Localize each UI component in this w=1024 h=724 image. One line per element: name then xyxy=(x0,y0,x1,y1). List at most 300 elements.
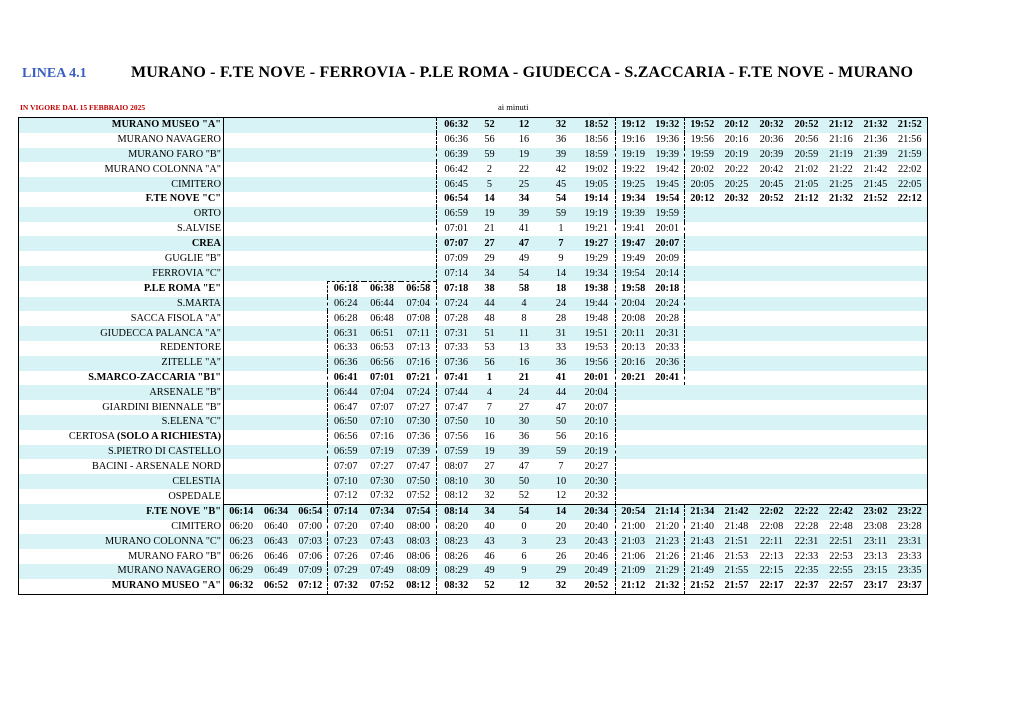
departure-time: 20:22 xyxy=(720,162,754,177)
table-row xyxy=(19,579,928,594)
stop-label: S.MARTA xyxy=(176,297,221,309)
departure-time: 54 xyxy=(504,504,545,519)
departure-time: 20:02 xyxy=(685,162,720,177)
departure-time: 08:06 xyxy=(401,549,437,564)
stop-name xyxy=(19,297,224,312)
departure-time xyxy=(294,281,328,296)
departure-time xyxy=(824,474,859,489)
departure-time: 22:55 xyxy=(824,564,859,579)
departure-time: 06:59 xyxy=(437,207,476,222)
stop-name xyxy=(19,207,224,222)
departure-time xyxy=(685,236,720,251)
departure-time: 06:32 xyxy=(224,579,259,594)
stop-label: ARSENALE "B" xyxy=(149,386,221,398)
departure-time: 23:28 xyxy=(893,520,928,535)
departure-time xyxy=(294,236,328,251)
stop-label: CREA xyxy=(191,237,221,249)
departure-time: 20:56 xyxy=(790,133,824,148)
departure-time: 56 xyxy=(476,356,504,371)
departure-time xyxy=(259,474,294,489)
departure-time xyxy=(754,356,790,371)
departure-time xyxy=(824,400,859,415)
departure-time: 06:20 xyxy=(224,520,259,535)
departure-time: 19:38 xyxy=(578,281,616,296)
departure-time xyxy=(364,192,401,207)
departure-time: 22:51 xyxy=(824,534,859,549)
departure-time xyxy=(364,162,401,177)
departure-time xyxy=(859,341,893,356)
departure-time xyxy=(294,459,328,474)
departure-time: 58 xyxy=(504,281,545,296)
departure-time: 23:11 xyxy=(859,534,893,549)
departure-time: 20:54 xyxy=(616,504,651,519)
departure-time: 21:59 xyxy=(893,148,928,163)
stop-label: REDENTORE xyxy=(159,342,221,354)
departure-time: 20:04 xyxy=(616,297,651,312)
departure-time: 06:49 xyxy=(259,564,294,579)
table-row xyxy=(19,385,928,400)
departure-time: 19:56 xyxy=(685,133,720,148)
departure-time: 49 xyxy=(504,251,545,266)
departure-time xyxy=(893,385,928,400)
table-row xyxy=(19,326,928,341)
departure-time xyxy=(893,356,928,371)
departure-time xyxy=(616,474,651,489)
departure-time: 07:07 xyxy=(437,236,476,251)
departure-time: 07:36 xyxy=(401,430,437,445)
departure-time: 19:32 xyxy=(651,118,685,133)
departure-time xyxy=(685,281,720,296)
departure-time: 20:12 xyxy=(685,192,720,207)
stop-name xyxy=(19,534,224,549)
departure-time xyxy=(685,445,720,460)
departure-time: 06:34 xyxy=(259,504,294,519)
departure-time: 2 xyxy=(476,162,504,177)
departure-time: 20:04 xyxy=(578,385,616,400)
departure-time: 28 xyxy=(545,311,578,326)
departure-time: 19 xyxy=(504,148,545,163)
departure-time xyxy=(328,251,364,266)
departure-time: 31 xyxy=(545,326,578,341)
departure-time: 20:18 xyxy=(651,281,685,296)
departure-time xyxy=(259,489,294,504)
departure-time: 54 xyxy=(545,192,578,207)
stop-name xyxy=(19,356,224,371)
departure-time xyxy=(790,341,824,356)
departure-time xyxy=(720,222,754,237)
departure-time: 24 xyxy=(504,385,545,400)
stop-name xyxy=(19,489,224,504)
departure-time xyxy=(294,297,328,312)
departure-time: 4 xyxy=(504,297,545,312)
departure-time xyxy=(259,133,294,148)
departure-time: 21:22 xyxy=(824,162,859,177)
stop-label: P.LE ROMA "E" xyxy=(143,282,221,294)
departure-time: 06:14 xyxy=(224,504,259,519)
departure-time xyxy=(859,474,893,489)
departure-time: 07:34 xyxy=(364,504,401,519)
table-row xyxy=(19,251,928,266)
departure-time: 1 xyxy=(545,222,578,237)
departure-time: 20:07 xyxy=(651,236,685,251)
departure-time: 07:44 xyxy=(437,385,476,400)
departure-time: 06:45 xyxy=(437,177,476,192)
table-row xyxy=(19,133,928,148)
departure-time xyxy=(259,192,294,207)
stop-name xyxy=(19,148,224,163)
departure-time xyxy=(720,371,754,386)
departure-time: 07:36 xyxy=(437,356,476,371)
departure-time xyxy=(754,459,790,474)
departure-time xyxy=(790,326,824,341)
departure-time: 20:08 xyxy=(616,311,651,326)
departure-time: 08:00 xyxy=(401,520,437,535)
table-row xyxy=(19,504,928,519)
stop-name xyxy=(19,341,224,356)
stop-name xyxy=(19,579,224,594)
departure-time xyxy=(224,371,259,386)
departure-time: 19:34 xyxy=(616,192,651,207)
departure-time xyxy=(401,148,437,163)
departure-time xyxy=(364,148,401,163)
departure-time: 21:56 xyxy=(893,133,928,148)
departure-time: 06:24 xyxy=(328,297,364,312)
departure-time: 21 xyxy=(476,222,504,237)
departure-time: 25 xyxy=(504,177,545,192)
departure-time: 11 xyxy=(504,326,545,341)
departure-time: 8 xyxy=(504,311,545,326)
departure-time: 06:33 xyxy=(328,341,364,356)
departure-time: 19:59 xyxy=(685,148,720,163)
departure-time: 12 xyxy=(504,118,545,133)
departure-time: 07:54 xyxy=(401,504,437,519)
departure-time xyxy=(328,133,364,148)
departure-time xyxy=(328,148,364,163)
departure-time: 30 xyxy=(476,474,504,489)
departure-time: 19:51 xyxy=(578,326,616,341)
table-row xyxy=(19,148,928,163)
departure-time xyxy=(328,162,364,177)
departure-time: 23:08 xyxy=(859,520,893,535)
departure-time xyxy=(224,474,259,489)
departure-time: 19:49 xyxy=(616,251,651,266)
departure-time xyxy=(754,489,790,504)
departure-time: 39 xyxy=(504,207,545,222)
departure-time xyxy=(754,236,790,251)
departure-time xyxy=(754,266,790,281)
departure-time: 9 xyxy=(545,251,578,266)
departure-time xyxy=(224,281,259,296)
departure-time: 32 xyxy=(476,489,504,504)
departure-time xyxy=(224,148,259,163)
departure-time xyxy=(893,474,928,489)
stop-label: MURANO FARO "B" xyxy=(128,148,221,160)
departure-time: 23:02 xyxy=(859,504,893,519)
departure-time: 4 xyxy=(476,385,504,400)
departure-time: 07:40 xyxy=(364,520,401,535)
departure-time: 20:45 xyxy=(754,177,790,192)
departure-time xyxy=(754,385,790,400)
departure-time: 19:54 xyxy=(616,266,651,281)
validity-note: IN VIGORE DAL 15 FEBBRAIO 2025 xyxy=(20,103,146,112)
departure-time: 6 xyxy=(504,549,545,564)
departure-time xyxy=(720,489,754,504)
departure-time: 19:48 xyxy=(578,311,616,326)
departure-time: 22:13 xyxy=(754,549,790,564)
departure-time: 40 xyxy=(476,520,504,535)
stop-name xyxy=(19,564,224,579)
departure-time xyxy=(824,489,859,504)
departure-time xyxy=(328,266,364,281)
departure-time: 06:26 xyxy=(224,549,259,564)
departure-time: 9 xyxy=(504,564,545,579)
departure-time: 21:42 xyxy=(859,162,893,177)
departure-time: 20:43 xyxy=(578,534,616,549)
departure-time xyxy=(893,459,928,474)
departure-time xyxy=(294,222,328,237)
departure-time xyxy=(364,133,401,148)
departure-time xyxy=(859,222,893,237)
departure-time: 44 xyxy=(476,297,504,312)
stop-name xyxy=(19,133,224,148)
departure-time: 07:41 xyxy=(437,371,476,386)
stop-label: GIARDINI BIENNALE "B" xyxy=(102,401,221,413)
departure-time: 07:47 xyxy=(401,459,437,474)
departure-time xyxy=(685,266,720,281)
departure-time: 7 xyxy=(545,236,578,251)
departure-time: 07:01 xyxy=(437,222,476,237)
departure-time: 07:20 xyxy=(328,520,364,535)
departure-time: 07:23 xyxy=(328,534,364,549)
departure-time xyxy=(824,297,859,312)
departure-time: 19:05 xyxy=(578,177,616,192)
departure-time: 21:49 xyxy=(685,564,720,579)
departure-time: 07:12 xyxy=(328,489,364,504)
departure-time xyxy=(824,415,859,430)
departure-time: 20:52 xyxy=(790,118,824,133)
departure-time: 19:21 xyxy=(578,222,616,237)
departure-time xyxy=(364,236,401,251)
departure-time xyxy=(720,400,754,415)
departure-time xyxy=(294,400,328,415)
departure-time xyxy=(824,266,859,281)
departure-time xyxy=(224,400,259,415)
departure-time xyxy=(754,415,790,430)
departure-time: 18:56 xyxy=(578,133,616,148)
departure-time: 41 xyxy=(504,222,545,237)
departure-time: 7 xyxy=(545,459,578,474)
departure-time: 20:14 xyxy=(651,266,685,281)
departure-time: 06:54 xyxy=(294,504,328,519)
departure-time: 22:08 xyxy=(754,520,790,535)
departure-time xyxy=(294,474,328,489)
departure-time: 07:11 xyxy=(401,326,437,341)
stop-label: ORTO xyxy=(193,208,221,220)
departure-time: 06:56 xyxy=(328,430,364,445)
departure-time: 07:49 xyxy=(364,564,401,579)
departure-time: 07:09 xyxy=(294,564,328,579)
departure-time: 19:19 xyxy=(578,207,616,222)
table-row xyxy=(19,222,928,237)
stop-name xyxy=(19,251,224,266)
departure-time: 59 xyxy=(545,445,578,460)
departure-time xyxy=(824,371,859,386)
departure-time: 36 xyxy=(545,133,578,148)
departure-time xyxy=(224,162,259,177)
departure-time xyxy=(893,400,928,415)
departure-time: 21:42 xyxy=(720,504,754,519)
departure-time xyxy=(259,430,294,445)
departure-time: 07:08 xyxy=(401,311,437,326)
line-number: LINEA 4.1 xyxy=(22,66,87,81)
departure-time: 07:07 xyxy=(364,400,401,415)
departure-time xyxy=(651,445,685,460)
departure-time: 19:42 xyxy=(651,162,685,177)
departure-time: 07:19 xyxy=(364,445,401,460)
stop-name xyxy=(19,459,224,474)
departure-time: 20:16 xyxy=(616,356,651,371)
table-row xyxy=(19,534,928,549)
departure-time xyxy=(328,192,364,207)
departure-time xyxy=(259,445,294,460)
stop-name xyxy=(19,118,224,133)
departure-time xyxy=(790,385,824,400)
departure-time xyxy=(790,459,824,474)
table-row xyxy=(19,266,928,281)
departure-time: 07:27 xyxy=(364,459,401,474)
departure-time: 19:54 xyxy=(651,192,685,207)
departure-time xyxy=(294,489,328,504)
table-row xyxy=(19,415,928,430)
departure-time xyxy=(294,430,328,445)
departure-time xyxy=(259,177,294,192)
departure-time xyxy=(859,356,893,371)
departure-time: 0 xyxy=(504,520,545,535)
departure-time xyxy=(259,222,294,237)
departure-time: 59 xyxy=(545,207,578,222)
departure-time xyxy=(328,207,364,222)
departure-time: 20:32 xyxy=(720,192,754,207)
departure-time: 20:31 xyxy=(651,326,685,341)
departure-time: 20:27 xyxy=(578,459,616,474)
departure-time: 20:01 xyxy=(578,371,616,386)
departure-time: 07:50 xyxy=(401,474,437,489)
departure-time xyxy=(259,356,294,371)
departure-time: 14 xyxy=(545,504,578,519)
departure-time xyxy=(294,148,328,163)
stop-name xyxy=(19,400,224,415)
departure-time xyxy=(893,236,928,251)
departure-time xyxy=(720,356,754,371)
departure-time xyxy=(224,236,259,251)
departure-time xyxy=(224,192,259,207)
departure-time: 07:32 xyxy=(328,579,364,594)
departure-time xyxy=(754,341,790,356)
departure-time xyxy=(651,489,685,504)
departure-time xyxy=(754,400,790,415)
departure-time: 08:09 xyxy=(401,564,437,579)
departure-time xyxy=(401,266,437,281)
departure-time: 22 xyxy=(504,162,545,177)
departure-time xyxy=(294,192,328,207)
departure-time: 07:14 xyxy=(437,266,476,281)
departure-time: 21:48 xyxy=(720,520,754,535)
departure-time: 22:12 xyxy=(893,192,928,207)
departure-time xyxy=(754,311,790,326)
table-row xyxy=(19,356,928,371)
departure-time xyxy=(224,207,259,222)
departure-time xyxy=(224,266,259,281)
departure-time: 20:59 xyxy=(790,148,824,163)
departure-time: 19:45 xyxy=(651,177,685,192)
table-row xyxy=(19,371,928,386)
departure-time: 06:44 xyxy=(328,385,364,400)
departure-time: 20 xyxy=(545,520,578,535)
departure-time xyxy=(859,489,893,504)
departure-time xyxy=(401,222,437,237)
departure-time: 07:52 xyxy=(401,489,437,504)
departure-time: 39 xyxy=(504,445,545,460)
departure-time: 23:35 xyxy=(893,564,928,579)
departure-time: 08:26 xyxy=(437,549,476,564)
departure-time: 22:33 xyxy=(790,549,824,564)
departure-time xyxy=(790,400,824,415)
departure-time: 20:52 xyxy=(754,192,790,207)
departure-time xyxy=(893,266,928,281)
departure-time xyxy=(259,162,294,177)
departure-time xyxy=(259,281,294,296)
departure-time: 32 xyxy=(545,118,578,133)
departure-time: 08:32 xyxy=(437,579,476,594)
departure-time: 21:23 xyxy=(651,534,685,549)
departure-time: 06:18 xyxy=(328,281,364,296)
departure-time xyxy=(685,326,720,341)
departure-time xyxy=(720,430,754,445)
stop-label: MURANO MUSEO "A" xyxy=(111,580,221,592)
departure-time: 20:30 xyxy=(578,474,616,489)
departure-time: 06:51 xyxy=(364,326,401,341)
departure-time: 21:06 xyxy=(616,549,651,564)
departure-time xyxy=(259,207,294,222)
departure-time xyxy=(364,222,401,237)
departure-time xyxy=(754,207,790,222)
departure-time xyxy=(754,445,790,460)
departure-time xyxy=(790,489,824,504)
departure-time xyxy=(364,266,401,281)
departure-time: 07:29 xyxy=(328,564,364,579)
departure-time: 21:36 xyxy=(859,133,893,148)
stop-name xyxy=(19,326,224,341)
departure-time xyxy=(294,133,328,148)
departure-time xyxy=(294,311,328,326)
departure-time: 23:13 xyxy=(859,549,893,564)
departure-time xyxy=(859,326,893,341)
departure-time: 06:38 xyxy=(364,281,401,296)
departure-time: 20:11 xyxy=(616,326,651,341)
departure-time: 27 xyxy=(476,236,504,251)
stop-label: ZITELLE "A" xyxy=(161,357,221,369)
departure-time: 19:16 xyxy=(616,133,651,148)
departure-time xyxy=(824,311,859,326)
departure-time xyxy=(824,445,859,460)
departure-time xyxy=(294,356,328,371)
departure-time: 10 xyxy=(476,415,504,430)
departure-time: 56 xyxy=(476,133,504,148)
departure-time xyxy=(685,400,720,415)
stop-name xyxy=(19,504,224,519)
departure-time: 07:30 xyxy=(364,474,401,489)
departure-time: 06:23 xyxy=(224,534,259,549)
